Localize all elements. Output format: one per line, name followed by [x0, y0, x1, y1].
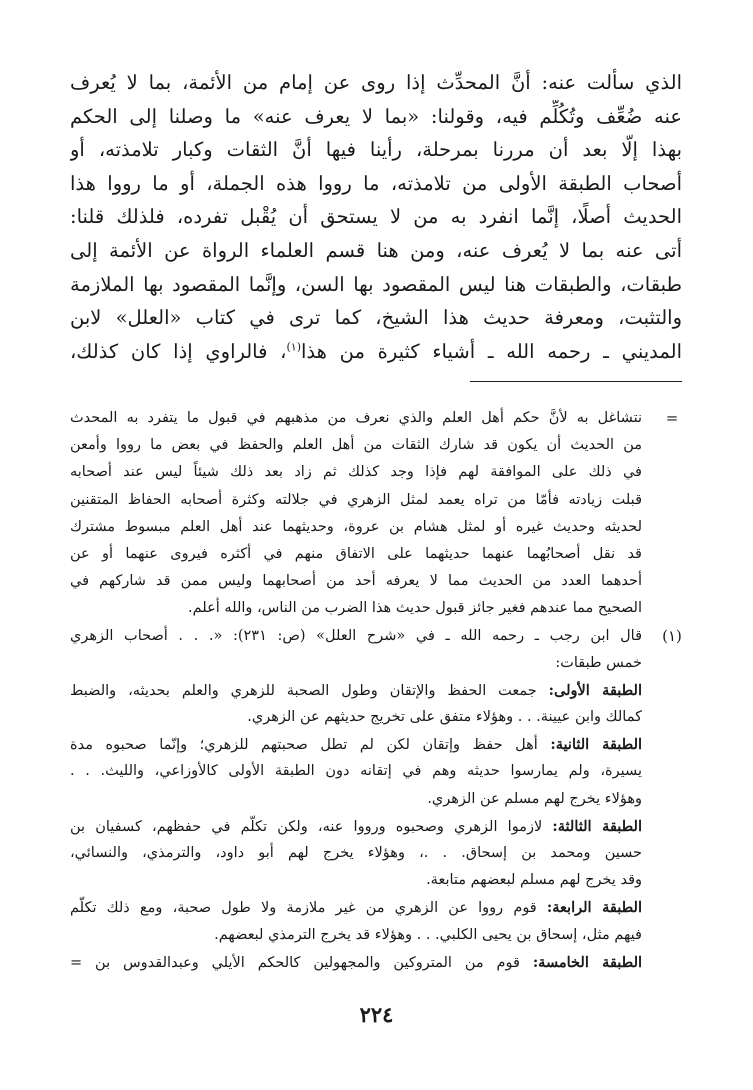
- footnote-line: وقد يخرج لهم مسلم لبعضهم متابعة.: [426, 872, 642, 889]
- tier-4: [70, 894, 684, 948]
- tier-title: الطبقة الرابعة:: [546, 899, 642, 917]
- footnote-line: كمالك وابن عيينة. . . وهؤلاء متفق على تخريج حديثهم عن الزهري.: [247, 709, 642, 726]
- footnote-line: حسين ومحمد بن إسحاق. . .، وهؤلاء يخرج لهم أبو داود، والترمذي، والنسائي،: [70, 845, 642, 861]
- footnote-line: قبلت زيادته فأمّا من تراه يعمد لمثل الزهري في جلالته وكثرة أصحابه الحفاظ المتقنين: [70, 491, 642, 508]
- footnote-divider: [470, 381, 682, 382]
- footnote-line: قد نقل أصحابُهما عنهما حديثهما على الاتفاق منهم في أكثره فيروى عنهما أو عن: [70, 545, 642, 562]
- page-number: ٢٢٤: [359, 1002, 394, 1027]
- footnote-line: [70, 813, 642, 840]
- footnote-continuation: [70, 405, 684, 623]
- main-text-line: الذي سألت عنه: أنَّ المحدِّث إذا روى عن إمام من الأئمة، بما لا يُعرف: [70, 71, 682, 94]
- tier-5: [70, 949, 684, 976]
- main-text-line: طبقات، والطبقات هنا ليس المقصود بها السن، وإنَّما المقصود بها الملازمة: [70, 272, 682, 296]
- tier-2: [70, 731, 684, 813]
- tier-title: الطبقة الخامسة:: [532, 953, 642, 971]
- footnote-number: (١): [662, 626, 682, 645]
- main-text-line: الحديث أصلًا، إنَّما انفرد به من لا يستحق أن يُقْبل تفرده، فلذلك قلنا:: [70, 205, 682, 229]
- tier-1: [70, 677, 684, 731]
- footnote-line: أحدهما العدد من الحديث مما لا يعرفه أحد من أصحابهما وليس ممن قد شاركهم في: [70, 573, 642, 590]
- footnotes-block: [70, 405, 684, 976]
- tier-text: لازموا الزهري وصحبوه ورووا عنه، ولكن تكلّم في حفظهم، كسفيان بن: [70, 818, 543, 835]
- main-text-line: أتى عنه بما لا يُعرف عنه، ومن هنا قسم العلماء الرواة عن الأئمة إلى: [70, 238, 682, 262]
- main-text-line: بهذا إلّا بعد أن مررنا بمرحلة، رأينا فيها أنَّ الثقات وكبار تلامذته، أو: [70, 138, 682, 162]
- tier-title: الطبقة الأولى:: [548, 681, 642, 699]
- footnote-line: وهؤلاء يخرج لهم مسلم عن الزهري.: [427, 790, 642, 807]
- tier-text: قوم من المتروكين والمجهولين كالحكم الأيلي وعبدالقدوس بن =: [70, 954, 520, 971]
- tier-text: قوم رووا عن الزهري من غير ملازمة ولا طول صحبة، ومع ذلك تكلّم: [70, 900, 537, 917]
- footnote-line: فيهم مثل، إسحاق بن يحيى الكلبي. . . وهؤلاء قد يخرج الترمذي لبعضهم.: [214, 926, 642, 943]
- footnote-line: [70, 677, 642, 704]
- footnote-reference[interactable]: (١): [286, 340, 301, 354]
- main-text-line: أصحاب الطبقة الأولى من تلامذته، ما رووا هذه الجملة، أو ما رووا هذا: [70, 171, 682, 195]
- main-text-line: والتثبت، ومعرفة حديث هذا الشيخ، كما ترى في كتاب «العلل» لابن: [70, 306, 682, 330]
- footnote-line: نتشاغل به لأنَّ حكم أهل العلم والذي نعرف من مذهبهم في قبول ما يتفرد به المحدث: [70, 410, 642, 426]
- main-text-fragment: المديني ـ رحمه الله ـ أشياء كثيرة من هذا: [300, 339, 682, 363]
- footnote-1: [70, 623, 684, 677]
- tier-title: الطبقة الثالثة:: [552, 817, 642, 835]
- main-text-block: [70, 66, 682, 368]
- footnote-line: يسيرة، ولم يمارسوا حديثه وهم في إتقانه دون الطبقة الأولى كالأوزاعي، والليث. . .: [70, 763, 642, 780]
- tier-text: جمعت الحفظ والإتقان وطول الصحبة للزهري والعلم بحديثه، والضبط: [70, 682, 537, 699]
- main-text-last-line: [70, 335, 682, 369]
- footnote-line: [70, 894, 642, 921]
- footnote-line: من الحديث أن يكون قد شارك الثقات من أهل العلم والحفظ في بعض ما رووا وأمعن: [70, 437, 642, 454]
- footnote-line: في ذلك على الموافقة لهم فإذا وجد كذلك ثم زاد بعد ذلك شيئاً ليس عند أصحابه: [70, 464, 642, 481]
- main-text-line: عنه ضُعِّف وتُكُلِّم فيه، وقولنا: «بما لا يعرف عنه» ما وصلنا إلى الحكم: [70, 104, 682, 128]
- footnote-line: الصحيح مما عندهم فغير جائز قبول حديث هذا الضرب من الناس، والله أعلم.: [188, 600, 642, 617]
- tier-3: [70, 813, 684, 895]
- main-text-fragment: ، فالراوي إذا كان كذلك،: [70, 339, 287, 363]
- tier-text: أهل حفظ وإتقان لكن لم تطل صحبتهم للزهري؛ وإنّما صحبوه مدة: [70, 737, 538, 754]
- footnote-line: قال ابن رجب ـ رحمه الله ـ في «شرح العلل» (ص: ٢٣١): «. . . أصحاب الزهري: [70, 627, 642, 644]
- footnote-line: لحديثه وحديث غيره أو لمثل هشام بن عروة، وحديثهما عند أهل العلم مبسوط مشترك: [70, 518, 642, 535]
- continuation-marker: =: [665, 409, 679, 427]
- footnote-line: [70, 949, 642, 976]
- footnote-line: خمس طبقات:: [555, 654, 642, 671]
- footnote-line: [70, 731, 642, 758]
- tier-title: الطبقة الثانية:: [550, 736, 642, 754]
